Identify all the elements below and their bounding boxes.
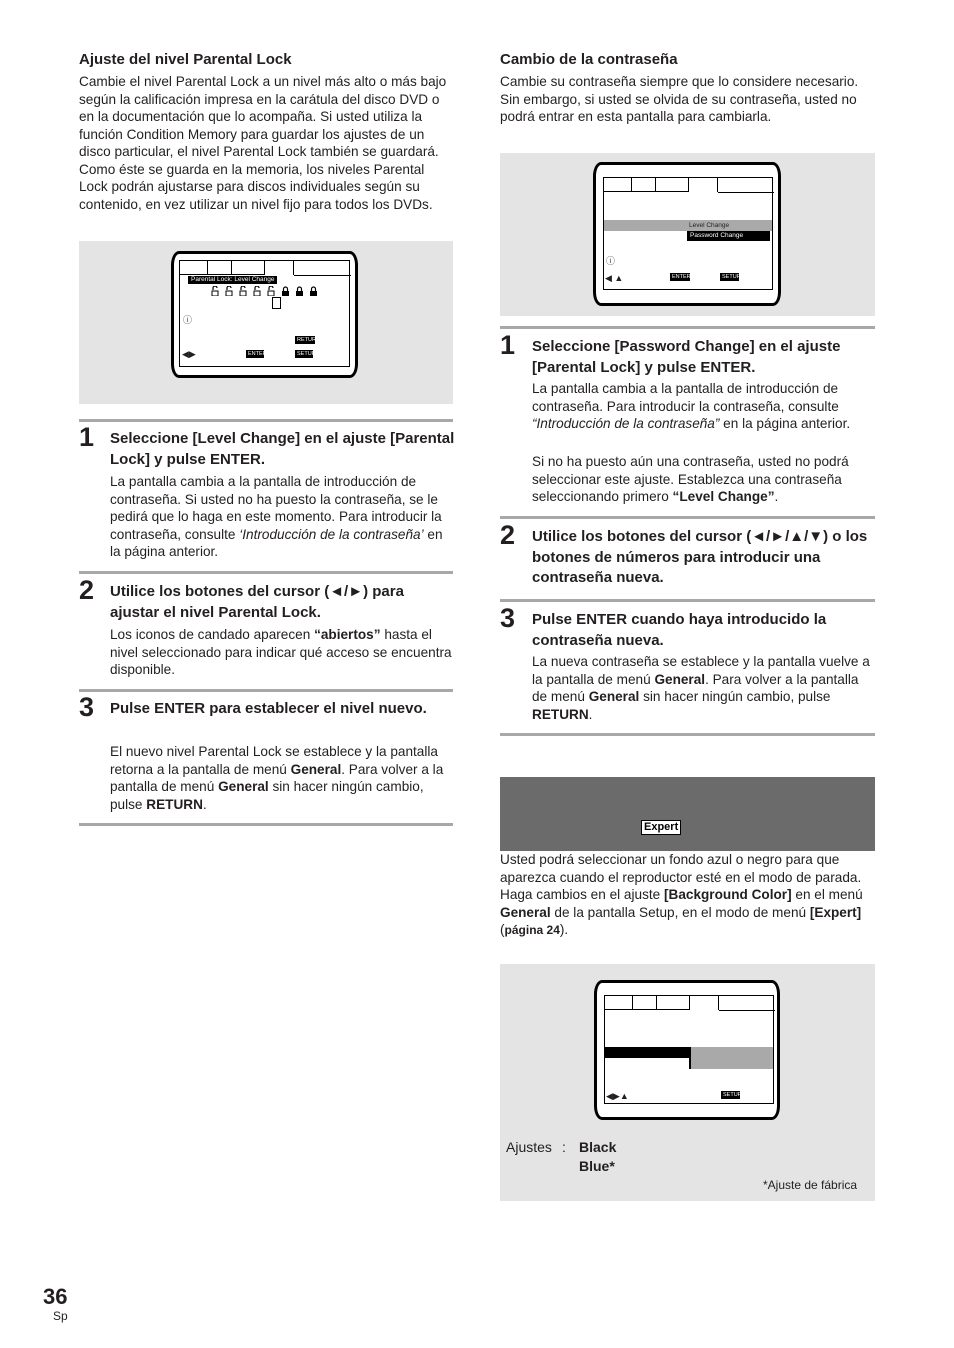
step-body: La pantalla cambia a la pantalla de introducción de contraseña. Si usted no ha puesto la contraseña, se le pedirá que lo haga en este momento. Para introducir la contraseña, consulte ‘Introducción de la contraseña’ en la página anterior. <box>110 474 443 559</box>
step-title: Pulse ENTER cuando haya introducido la contraseña nueva. <box>532 611 827 649</box>
parental-level-intro: Cambie el nivel Parental Lock a un nivel más alto o más bajo según la calificación impresa en la carátula del disco DVD o en la documentación que lo acompaña. Si usted utiliza la función Condition Memory para guardar los ajustes de un disco particular, el nivel Parental Lock también se guardará. Como éste se guarda en la memoria, los niveles Parental Lock podrán ajustarse para discos individuales según su contenido, en vez utilizar un nivel fijo para todos los DVDs. <box>79 74 447 212</box>
step-title: Utilice los botones del cursor (◄/►) para ajustar el nivel Parental Lock. <box>110 583 404 621</box>
step-title: Pulse ENTER para establecer el nivel nuevo. <box>110 700 427 717</box>
left-right-arrows-icon: ◀▶ <box>182 349 196 359</box>
locked-icon <box>295 286 304 296</box>
section-title-password: Cambio de la contraseña <box>500 51 678 68</box>
menu-tabs <box>604 178 718 192</box>
background-color-description: Usted podrá seleccionar un fondo azul o negro para que aparezca cuando el reproductor esté en el modo de parada. Haga cambios en el ajuste [Background Color] en el menú General de la pantalla Setup, en el modo de menú [Expert] (página 24). <box>500 852 863 937</box>
menu-item-level-change[interactable]: Level Change <box>689 222 730 229</box>
divider <box>500 326 875 329</box>
unlocked-icon <box>253 286 262 296</box>
divider <box>79 823 453 826</box>
screen-inner <box>603 177 773 290</box>
arrows-icon: ◀▶▲ <box>606 1091 629 1101</box>
section-title-parental-level: Ajuste del nivel Parental Lock <box>79 51 292 68</box>
step-body: El nuevo nivel Parental Lock se establece y la pantalla retorna a la pantalla de menú General. Para volver a la pantalla de menú General sin hacer ningún cambio, pulse RETURN. <box>110 744 444 812</box>
menu-item-password-change[interactable]: Password Change <box>687 231 770 241</box>
level-cursor <box>272 297 281 309</box>
step-title: Seleccione [Level Change] en el ajuste [Parental Lock] y pulse ENTER. <box>110 430 455 468</box>
unlocked-icon <box>267 286 276 296</box>
parental-lock-screen-panel <box>79 241 453 404</box>
unlocked-icon <box>225 286 234 296</box>
option-blue: Blue* <box>579 1158 615 1174</box>
step-body-note: Si no ha puesto aún una contraseña, usted no podrá seleccionar este ajuste. Establezca una contraseña seleccionando primero “Level Change”. <box>532 454 849 504</box>
tv-screen-illustration <box>593 162 781 306</box>
step-number: 2 <box>500 520 516 550</box>
info-icon: ⓘ <box>606 256 616 266</box>
screen-inner <box>604 995 774 1104</box>
return-button[interactable]: RETURN <box>297 337 320 343</box>
menu-tabs <box>605 996 719 1010</box>
locked-icon <box>281 286 290 296</box>
screen-heading: Parental Lock: Level Change <box>188 276 277 284</box>
enter-button[interactable]: ENTER <box>248 351 267 357</box>
step-title: Seleccione [Password Change] en el ajuste [Parental Lock] y pulse ENTER. <box>532 338 841 376</box>
screen-inner <box>179 260 350 367</box>
locked-icon <box>309 286 318 296</box>
settings-label: Ajustes <box>506 1139 552 1155</box>
page-language: Sp <box>53 1309 68 1323</box>
password-screen-panel <box>500 153 875 316</box>
divider <box>79 571 453 574</box>
menu-tabs <box>180 261 294 275</box>
step-number: 3 <box>79 692 95 722</box>
unlocked-icon <box>239 286 248 296</box>
divider <box>500 516 875 519</box>
expert-badge: Expert <box>641 820 681 835</box>
step-number: 2 <box>79 575 95 605</box>
step-number: 3 <box>500 603 516 633</box>
enter-button[interactable]: ENTER <box>672 274 691 280</box>
password-intro: Cambie su contraseña siempre que lo considere necesario. Sin embargo, si usted se olvida de su contraseña, usted no podrá entrar en esta pantalla para cambiarla. <box>500 74 859 124</box>
option-black: Black <box>579 1139 617 1155</box>
step-number: 1 <box>79 422 95 452</box>
step-body: Los iconos de candado aparecen “abiertos” hasta el nivel seleccionado para indicar qué acceso se encuentra disponible. <box>110 627 452 677</box>
step-body: La nueva contraseña se establece y la pantalla vuelve a la pantalla de menú General. Para volver a la pantalla de menú General sin hacer ningún cambio, pulse RETURN. <box>532 654 870 722</box>
option-highlight <box>689 1047 773 1069</box>
step-number: 1 <box>500 330 516 360</box>
step-title: Utilice los botones del cursor (◄/►/▲/▼) o los botones de números para introducir una contraseña nueva. <box>532 528 868 586</box>
divider <box>79 689 453 692</box>
highlight-row <box>604 220 772 231</box>
tv-screen-illustration <box>171 251 358 378</box>
settings-colon: : <box>562 1139 566 1155</box>
page-number: 36 <box>43 1284 68 1309</box>
divider <box>79 419 453 422</box>
unlocked-icon <box>211 286 220 296</box>
tv-screen-illustration <box>594 980 780 1120</box>
info-icon: ⓘ <box>183 315 193 325</box>
divider <box>500 599 875 602</box>
background-color-panel <box>500 964 875 1201</box>
setup-button[interactable]: SETUP <box>723 1092 742 1098</box>
lock-icons-row <box>211 286 318 296</box>
background-color-banner <box>500 777 875 851</box>
selected-row-label <box>605 1047 689 1058</box>
setup-button[interactable]: SETUP <box>722 274 741 280</box>
step-body: La pantalla cambia a la pantalla de introducción de contraseña. Para introducir la contraseña, consulte “Introducción de la contraseña” en la página anterior. <box>532 381 851 431</box>
left-up-arrows-icon: ◀ ▲ <box>605 273 624 283</box>
factory-default-note: *Ajuste de fábrica <box>763 1178 858 1192</box>
divider <box>500 733 875 736</box>
cursor-bar <box>689 1047 691 1069</box>
setup-button[interactable]: SETUP <box>297 351 316 357</box>
